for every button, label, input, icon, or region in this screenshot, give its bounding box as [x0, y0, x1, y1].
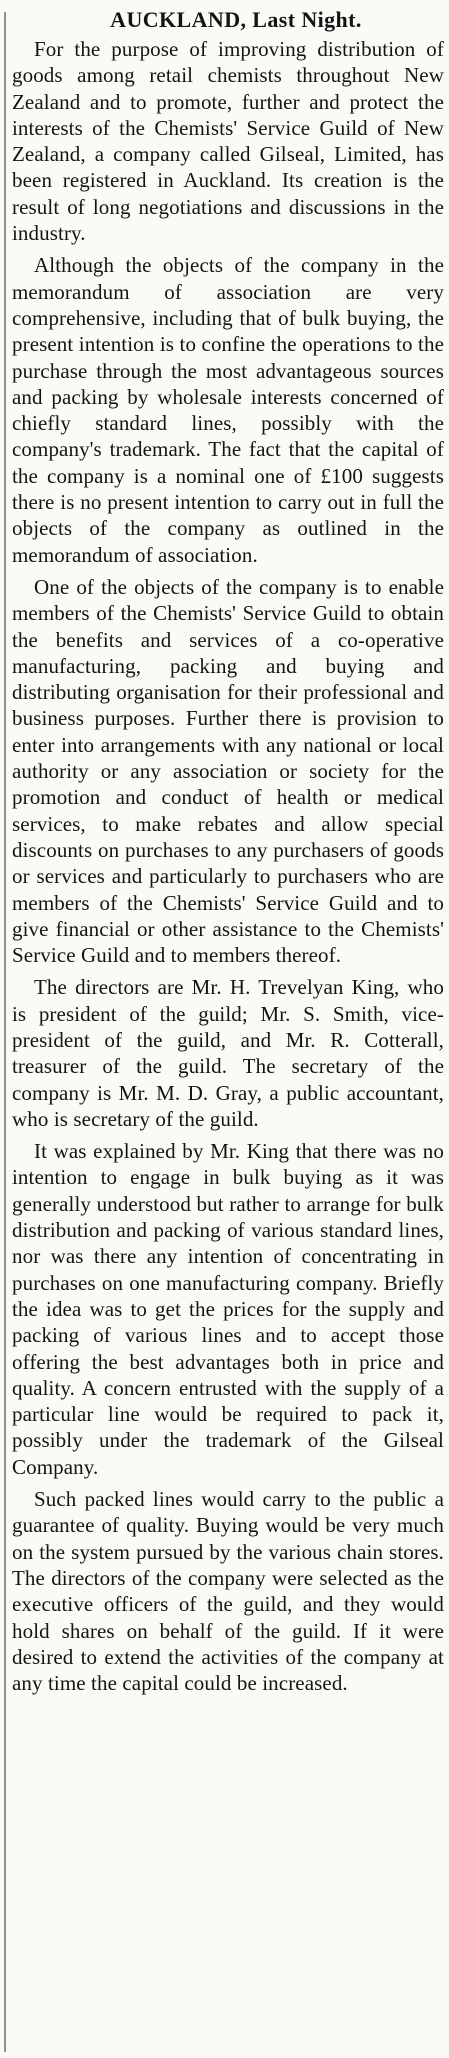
- paragraph-6: Such packed lines would carry to the public a guarantee of quality. Buying would be very much on the system pursued by the various chain stores. The directors of the company were selected as the executive officers of the guild, and they would hold shares on behalf of the guild. If it were desired to extend the activities of the company at any time the capital could be increased.: [12, 1487, 444, 1696]
- article: [12, 6, 444, 1702]
- paragraph-4: The directors are Mr. H. Trevelyan King, who is president of the guild; Mr. S. Smith, vice-president of the guild, and Mr. R. Cotterall, treasurer of the guild. The secretary of the company is Mr. M. D. Gray, a public accountant, who is secretary of the guild.: [12, 975, 444, 1131]
- headline: AUCKLAND, Last Night.: [110, 7, 362, 32]
- paragraph-1: For the purpose of improving distribution of goods among retail chemists throughout New Zealand and to promote, further and protect the interests of the Chemists' Service Guild of New Zealand, a company called Gilseal, Limited, has been registered in Auckland. Its creation is the result of long negotiations and discussions in the industry.: [12, 37, 444, 246]
- paragraph-5: It was explained by Mr. King that there was no intention to engage in bulk buying as it was generally understood but rather to arrange for bulk distribution and packing of various standard lines, nor was there any intention of concentrating in purchases on one manufacturing company. Briefly the idea was to get the prices for the supply and packing of various lines and to accept those offering the best advantages both in price and quality. A concern entrusted with the supply of a particular line would be required to pack it, possibly under the trademark of the Gilseal Company.: [12, 1139, 444, 1479]
- paragraph-3: One of the objects of the company is to enable members of the Chemists' Service Guild to obtain the benefits and services of a co-operative manufacturing, packing and buying and distributing organisation for their professional and business purposes. Further there is provision to enter into arrangements with any national or local authority or any association or society for the promotion and conduct of health or medical services, to make rebates and allow special discounts on purchases to any purchasers of goods or services and particularly to purchasers who are members of the Chemists' Service Guild and to give financial or other assistance to the Chemists' Service Guild and to members thereof.: [12, 574, 444, 968]
- column-rule: [4, 12, 6, 2052]
- paragraph-2: Although the objects of the company in the memorandum of association are very comprehensive, including that of bulk buying, the present intention is to confine the operations to the purchase through the most advantageous sources and packing by wholesale interests concerned of chiefly standard lines, possibly with the company's trademark. The fact that the capital of the company is a nominal one of £100 suggests there is no present intention to carry out in full the objects of the company as outlined in the memorandum of association.: [12, 253, 444, 567]
